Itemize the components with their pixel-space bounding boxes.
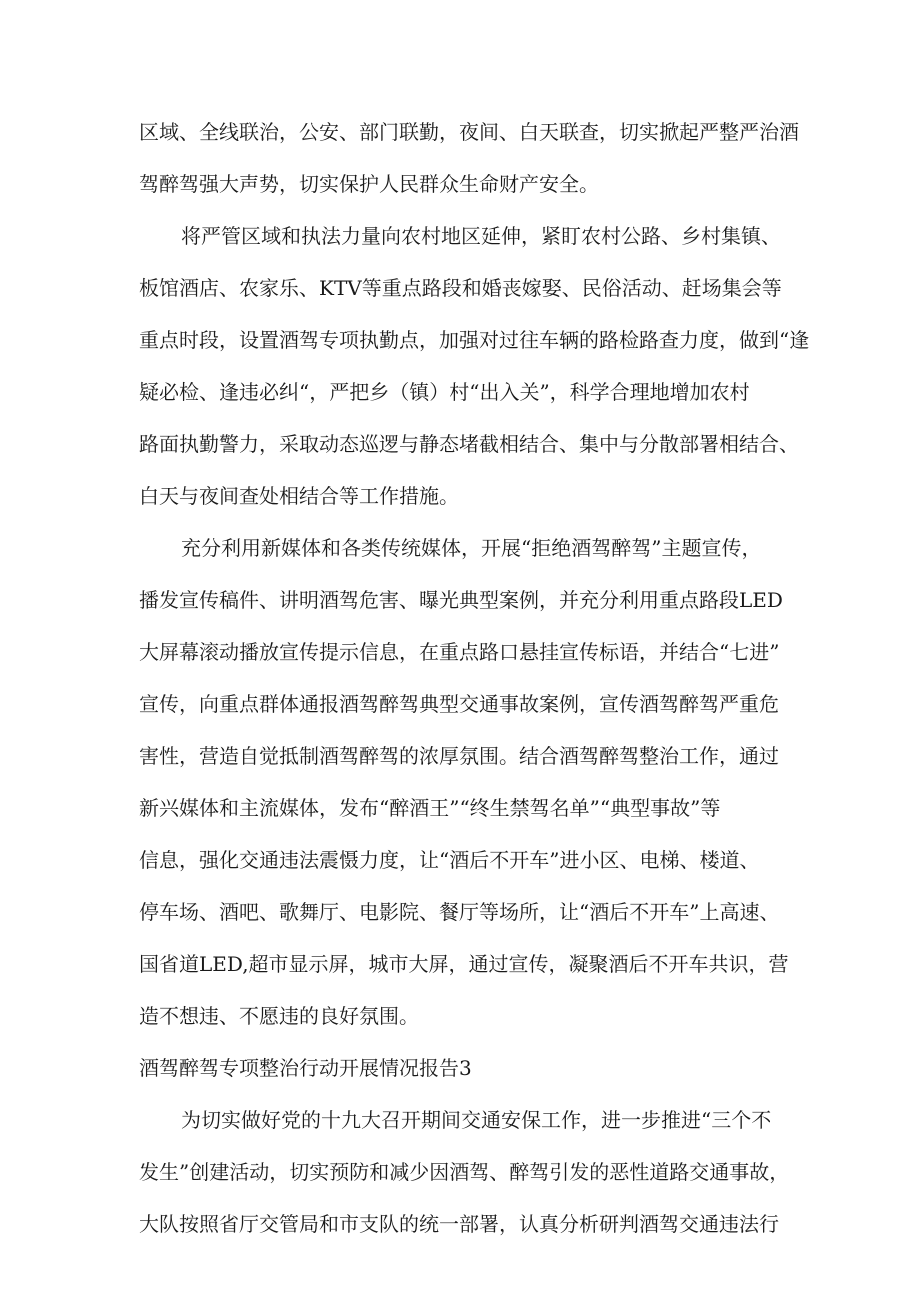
paragraph-4-line-1: 为切实做好党的十九大召开期间交通安保工作，进一步推进“三个不 xyxy=(181,1108,772,1132)
paragraph-2-line-1: 将严管区域和执法力量向农村地区延伸，紧盯农村公路、乡村集镇、 xyxy=(181,224,781,248)
section-heading: 酒驾醉驾专项整治行动开展情况报告3 xyxy=(139,1056,472,1080)
paragraph-3-line-2: 播发宣传稿件、讲明酒驾危害、曝光典型案例，并充分利用重点路段LED xyxy=(139,588,783,612)
paragraph-1-line-2: 驾醉驾强大声势，切实保护人民群众生命财产安全。 xyxy=(139,172,599,196)
paragraph-1-line-1: 区域、全线联治，公安、部门联勤，夜间、白天联查，切实掀起严整严治酒 xyxy=(139,120,799,144)
paragraph-4-line-2: 发生”创建活动，切实预防和减少因酒驾、醉驾引发的恶性道路交通事故， xyxy=(139,1160,790,1184)
paragraph-3-line-4: 宣传，向重点群体通报酒驾醉驾典型交通事故案例，宣传酒驾醉驾严重危 xyxy=(139,692,779,716)
paragraph-3-line-1: 充分利用新媒体和各类传统媒体，开展“拒绝酒驾醉驾”主题宣传， xyxy=(181,536,762,560)
paragraph-3-line-3: 大屏幕滚动播放宣传提示信息，在重点路口悬挂宣传标语，并结合“七进” xyxy=(139,640,780,664)
paragraph-3-line-10: 造不想违、不愿违的良好氛围。 xyxy=(139,1004,419,1028)
paragraph-3-line-9: 国省道LED,超市显示屏，城市大屏，通过宣传，凝聚酒后不开车共识，营 xyxy=(139,952,789,976)
paragraph-4-line-3: 大队按照省厅交管局和市支队的统一部署，认真分析研判酒驾交通违法行 xyxy=(139,1212,779,1236)
paragraph-2-line-6: 白天与夜间查处相结合等工作措施。 xyxy=(139,484,459,508)
paragraph-2-line-3: 重点时段，设置酒驾专项执勤点，加强对过往车辆的路检路查力度，做到“逢 xyxy=(139,328,810,352)
paragraph-3-line-8: 停车场、酒吧、歌舞厅、电影院、餐厅等场所，让“酒后不开车”上高速、 xyxy=(139,900,780,924)
paragraph-2-line-2: 板馆酒店、农家乐、KTV等重点路段和婚丧嫁娶、民俗活动、赶场集会等 xyxy=(139,276,782,300)
paragraph-3-line-7: 信息，强化交通违法震慑力度，让“酒后不开车”进小区、电梯、楼道、 xyxy=(139,848,760,872)
paragraph-2-line-4: 疑必检、逢违必纠“，严把乡（镇）村“出入关”，科学合理地增加农村 xyxy=(139,380,750,404)
paragraph-3-line-6: 新兴媒体和主流媒体，发布“醉酒王”“终生禁驾名单”“典型事故”等 xyxy=(139,796,721,820)
paragraph-2-line-5: 路面执勤警力，采取动态巡逻与静态堵截相结合、集中与分散部署相结合、 xyxy=(139,432,799,456)
paragraph-3-line-5: 害性，营造自觉抵制酒驾醉驾的浓厚氛围。结合酒驾醉驾整治工作，通过 xyxy=(139,744,779,768)
